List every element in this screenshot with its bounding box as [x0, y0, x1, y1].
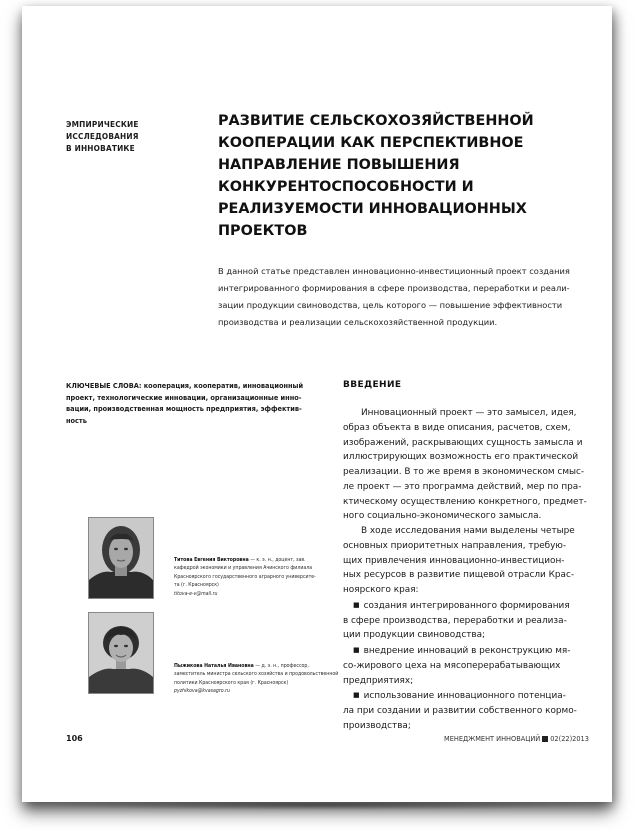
bullet-item: ■ внедрение инноваций в реконструкцию мя-	[353, 646, 571, 656]
square-bullet-icon: ■	[353, 646, 360, 654]
issue-number: 02(22)2013	[550, 735, 589, 743]
body-line: ных ресурсов в развитие пищевой отрасли Крас-	[343, 570, 575, 581]
body-line: изображений, раскрывающих сущность замысла и	[343, 437, 583, 448]
author-email: pyzhikova@kvasagro.ru	[174, 688, 230, 695]
bullet-item: ■ использование инновационного потенциа-	[353, 691, 566, 702]
square-bullet-icon: ■	[353, 600, 360, 609]
page-number: 106	[66, 734, 83, 743]
body-line: предприятиях;	[343, 675, 414, 686]
article-title: РАЗВИТИЕ СЕЛЬСКОХОЗЯЙСТВЕННОЙ КООПЕРАЦИИ КАК ПЕРСПЕКТИВНОЕ НАПРАВЛЕНИЕ ПОВЫШЕНИЯ КОНКУРЕНТОСПОСОБНОСТИ И РЕАЛИЗУЕМОСТИ ИННОВАЦИОННЫХ ПРОЕКТОВ	[218, 113, 534, 239]
body-line: ции продукции свиноводства;	[343, 630, 486, 641]
author-email: titova-e-v@mail.ru	[174, 590, 218, 597]
body-line: ла при создании и развитии собственного кормо-	[343, 706, 577, 716]
body-line: в сфере производства, переработки и реализа-	[343, 615, 567, 626]
author-photo	[88, 517, 154, 599]
portrait-image	[89, 613, 153, 693]
body-line: щих привлечения инновационно-инвестицион-	[343, 555, 565, 566]
keywords: КЛЮЧЕВЫЕ СЛОВА: кооперация, кооператив, инновационный проект, технологические инновации, организационные инно- вации, производственная мощность предприятия, эффектив- ность	[66, 381, 304, 425]
body-line: ктическому осуществлению конкретного, предмет-	[343, 496, 587, 507]
author-info: Титова Евгения Викторовна — к. э. н., доцент, зав. кафедрой экономики и управления Ачинского филиала Красноярского государственного аграрного университе- та (г. Красноярск) titova-e-v@mail.ru	[174, 556, 334, 598]
body-line: образ объекта в виде описания, расчетов, схем,	[343, 422, 571, 433]
abstract: В данной статье представлен инновационно-инвестиционный проект создания интегрированного формирования в сфере производства, переработки и реали- зации продукции свиноводства, цель которого — повышение эффективности производства и реализации сельскохозяйственной продукции.	[218, 266, 570, 327]
body-line: ле проект — это программа действий, мер по пра-	[343, 481, 582, 492]
body-line: со-жирового цеха на мясоперерабатывающих	[343, 660, 561, 671]
running-footer	[444, 735, 589, 743]
body-line: ного социально-экономического замысла.	[343, 511, 542, 522]
body-line: производства;	[343, 720, 411, 731]
body-line: основных приоритетных направления, требую-	[343, 540, 567, 551]
body-line: ноярского края:	[343, 585, 419, 595]
body-line: иллюстрирующих возможность его практической	[343, 452, 579, 463]
body-line: В ходе исследования нами выделены четыре	[361, 526, 575, 536]
author-info: Пыжикова Наталья Ивановна — д. э. н., профессор, заместитель министра сельского хозяйства и продовольственной политики Красноярского края (г. Красноярск) pyzhikova@kvasagro.ru	[174, 663, 339, 695]
journal-name: МЕНЕДЖМЕНТ ИННОВАЦИЙ	[444, 735, 541, 743]
body-line: Инновационный проект — это замысел, идея,	[361, 408, 577, 418]
author-photo	[88, 612, 154, 694]
body-line: реализации. В то же время в экономическом смыс-	[343, 467, 585, 477]
portrait-image	[89, 518, 153, 598]
section-heading: ВВЕДЕНИЕ	[343, 380, 402, 390]
square-separator-icon	[542, 736, 548, 742]
rubric-label: ЭМПИРИЧЕСКИЕ ИССЛЕДОВАНИЯ В ИННОВАТИКЕ	[66, 119, 139, 153]
bullet-item: ■ создания интегрированного формирования	[353, 600, 570, 611]
square-bullet-icon: ■	[353, 691, 360, 700]
body-text	[343, 406, 587, 734]
